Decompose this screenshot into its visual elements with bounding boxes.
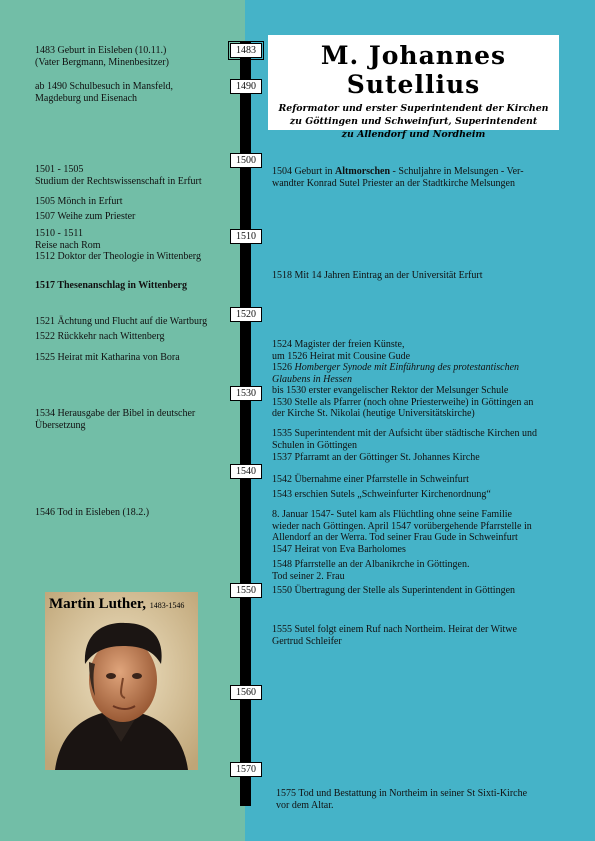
year-marker: 1520 [230, 307, 262, 322]
left-event [35, 45, 230, 68]
left-event [35, 164, 230, 187]
right-event: 1542 Übernahme einer Pfarrstelle in Schweinfurt [272, 474, 469, 485]
event-line: 1524 Magister der freien Künste, [272, 339, 405, 350]
event-line: 1548 Pfarrstelle an der Albanikrche in Göttingen. [272, 559, 470, 570]
year-marker: 1570 [230, 762, 262, 777]
event-line: 1575 Tod und Bestattung in Northeim in seiner St Sixti-Kirche [276, 788, 528, 799]
event-line: 1510 - 1511 [35, 228, 83, 239]
right-event [272, 166, 572, 189]
luther-portrait [45, 592, 198, 770]
event-line: 1555 Sutel folgt einem Ruf nach Northeim. Heirat der Witwe [272, 624, 517, 635]
event-line: 1547 Heirat von Eva Barholomes [272, 543, 406, 555]
event-line: Schulen in Göttingen [272, 439, 357, 451]
year-marker: 1540 [230, 464, 262, 479]
right-event [272, 559, 572, 582]
event-line: 1534 Herausgabe der Bibel in deutscher [35, 408, 196, 419]
event-line: bis 1530 erster evangelischer Rektor der Melsunger Schule [272, 385, 509, 396]
left-event: 1507 Weihe zum Priester [35, 211, 136, 222]
year-marker: 1483 [230, 43, 262, 58]
subtitle [268, 102, 559, 141]
title-box [268, 35, 559, 140]
subtitle-line: Reformator und erster Superintendent der Kirchen [278, 103, 549, 114]
event-line: um 1526 Heirat mit Cousine Gude [272, 350, 411, 362]
event-line: Magdeburg und Eisenach [35, 92, 138, 104]
page-title: M. Johannes Sutellius [320, 41, 507, 99]
event-line: 1504 Geburt in Altmorschen - Schuljahre in Melsungen - Ver- [272, 166, 524, 177]
right-event [272, 339, 572, 420]
left-event: 1546 Tod in Eisleben (18.2.) [35, 507, 150, 518]
year-marker: 1550 [230, 583, 262, 598]
portrait-caption: Martin Luther, 1483-1546 [49, 596, 185, 612]
left-event: 1522 Rückkehr nach Wittenberg [35, 331, 165, 342]
event-line: 1483 Geburt in Eisleben (10.11.) [35, 45, 167, 56]
event-line: 1512 Doktor der Theologie in Wittenberg [35, 251, 201, 262]
event-line: 1501 - 1505 [35, 164, 84, 175]
event-line: ab 1490 Schulbesuch in Mansfeld, [35, 81, 174, 92]
event-line: wandter Konrad Sutel Priester an der Stadtkirche Melsungen [272, 177, 515, 189]
right-event [276, 788, 576, 811]
event-line: Übersetzung [35, 419, 86, 431]
left-event [35, 81, 230, 104]
event-line: der Kirche St. Nikolai (heutige Universitätskirche) [272, 408, 475, 419]
event-line: 1526 Homberger Synode mit Einführung des protestantischen [272, 362, 520, 373]
right-event: 1537 Pfarramt an der Göttinger St. Johannes Kirche [272, 452, 480, 463]
right-event [272, 509, 572, 555]
right-event [272, 624, 572, 647]
subtitle-line: zu Allendorf und Nordheim [341, 129, 486, 140]
event-line: vor dem Altar. [276, 799, 334, 811]
event-line: wieder nach Göttingen. April 1547 vorübergehende Pfarrstelle in [272, 520, 532, 532]
year-marker: 1490 [230, 79, 262, 94]
event-line: Studium der Rechtswissenschaft in Erfurt [35, 175, 202, 187]
event-line: 1535 Superintendent mit der Aufsicht über städtische Kirchen und [272, 428, 537, 439]
year-marker: 1500 [230, 153, 262, 168]
left-event: 1521 Ächtung und Flucht auf die Wartburg [35, 316, 208, 327]
place-name: Altmorschen [335, 166, 391, 177]
left-event: 1525 Heirat mit Katharina von Bora [35, 352, 180, 363]
year-marker: 1510 [230, 229, 262, 244]
portrait-image [45, 592, 198, 770]
left-event [35, 228, 230, 263]
left-event [35, 408, 230, 431]
portrait-name: Martin Luther [49, 596, 143, 612]
event-line: (Vater Bergmann, Minenbesitzer) [35, 56, 169, 68]
event-line: Tod seiner 2. Frau [272, 570, 345, 582]
event-line: 8. Januar 1547- Sutel kam als Flüchtling ohne seine Familie [272, 509, 512, 520]
event-line: Allendorf an der Werra. Tod seiner Frau Gude in Schweinfurt [272, 532, 518, 543]
year-marker: 1560 [230, 685, 262, 700]
right-event: 1550 Übertragung der Stelle als Superintendent in Göttingen [272, 585, 516, 596]
left-event: 1505 Mönch in Erfurt [35, 196, 123, 207]
right-event: 1518 Mit 14 Jahren Eintrag an der Universität Erfurt [272, 270, 483, 281]
right-event [272, 428, 572, 451]
portrait-years: 1483-1546 [149, 601, 185, 610]
subtitle-line: zu Göttingen und Schweinfurt, Superintendent [289, 116, 538, 127]
event-line: Glaubens in Hessen [272, 373, 352, 385]
right-event: 1543 erschien Sutels „Schweinfurter Kirchenordnung“ [272, 489, 491, 500]
left-event: 1517 Thesenanschlag in Wittenberg [35, 280, 187, 291]
year-marker: 1530 [230, 386, 262, 401]
event-line: 1530 Stelle als Pfarrer (noch ohne Priesterweihe) in Göttingen an [272, 396, 534, 408]
event-line: Reise nach Rom [35, 239, 101, 251]
event-line: Gertrud Schleifer [272, 635, 342, 647]
